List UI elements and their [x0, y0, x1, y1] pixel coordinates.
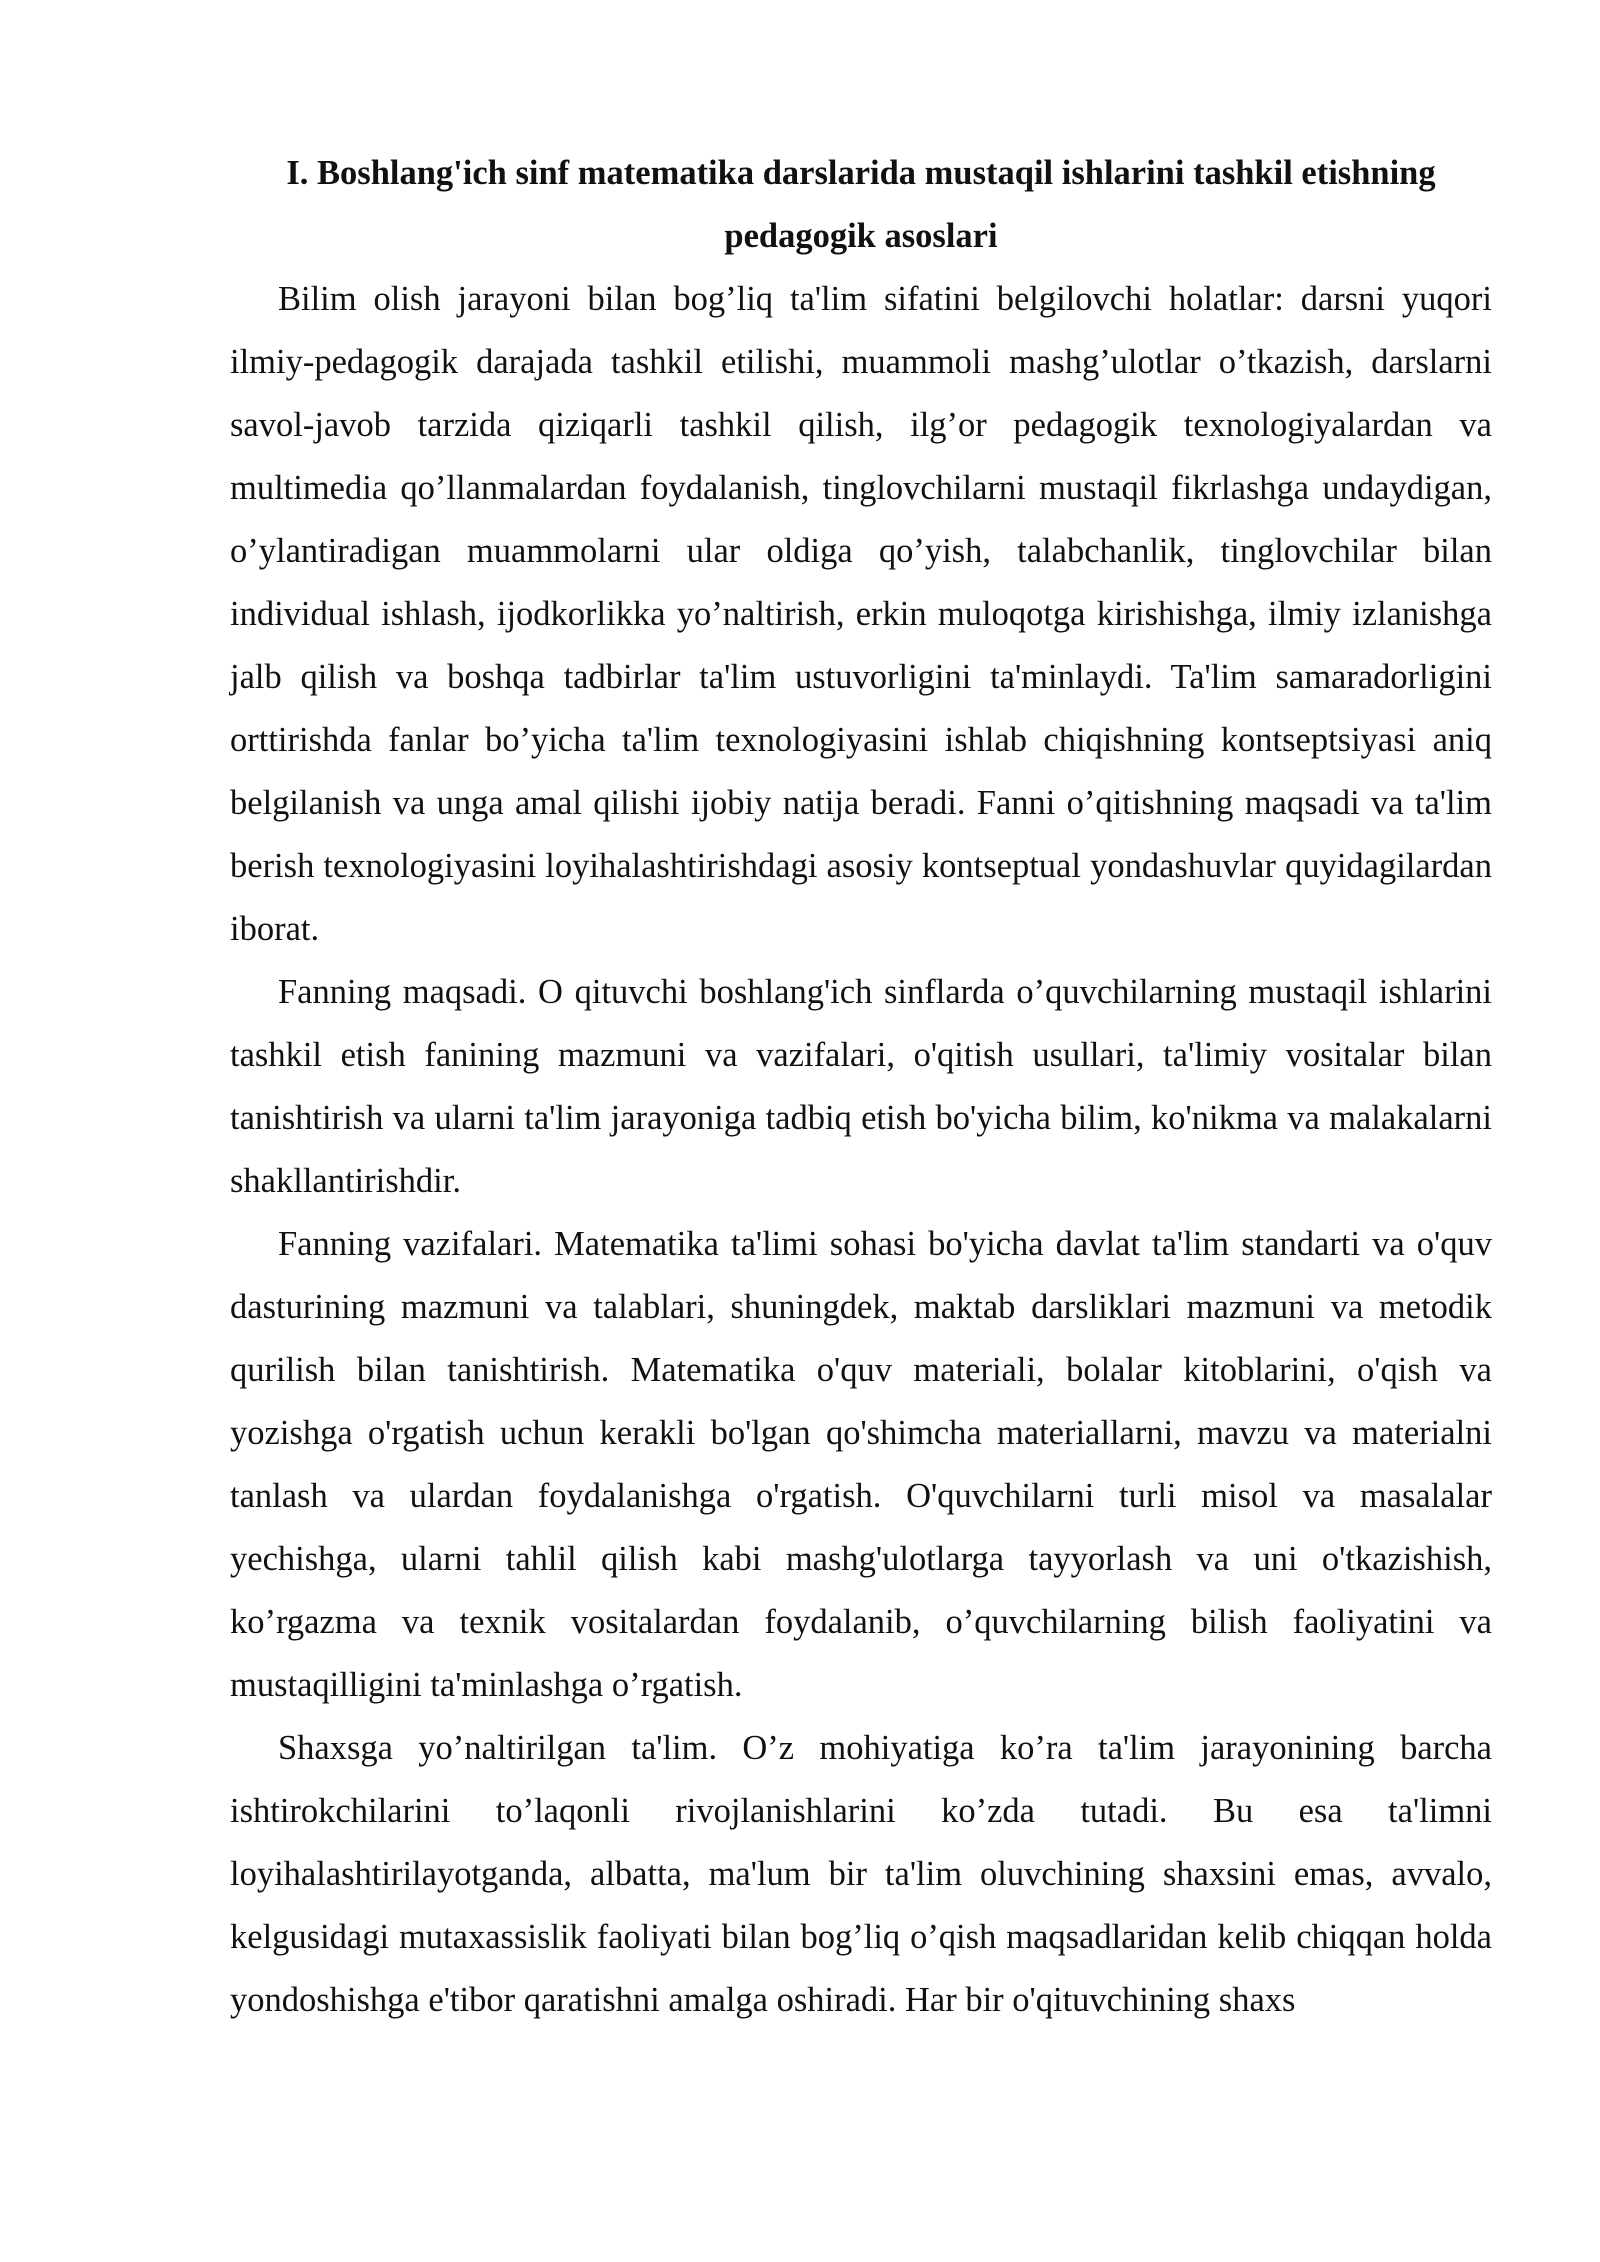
paragraph-subject-goal: Fanning maqsadi. O qituvchi boshlang'ich sinflarda o’quvchilarning mustaqil ishlarini tashkil etish fanining mazmuni va vazifalari, o'qitish usullari, ta'limiy vositalar bilan tanishtirish va ularni ta'lim jarayoniga tadbiq etish bo'yicha bilim, ko'nikma va malakalarni shakllantirishdir. [230, 973, 1492, 1200]
paragraph-personal-education: Shaxsga yo’naltirilgan ta'lim. O’z mohiyatiga ko’ra ta'lim jarayonining barcha ishtirokchilarini to’laqonli rivojlanishlarini ko’zda tutadi. Bu esa ta'limni loyihalashtirilayotganda, albatta, ma'lum bir ta'lim oluvchining shaxsini emas, avvalo, kelgusidagi mutaxassislik faoliyati bilan bog’liq o’qish maqsadlaridan kelib chiqqan holda yondoshishga e'tibor qaratishni amalga oshiradi. Har bir o'qituvchining shaxs [230, 1729, 1492, 2019]
paragraph-subject-tasks: Fanning vazifalari. Matematika ta'limi sohasi bo'yicha davlat ta'lim standarti va o'quv dasturining mazmuni va talablari, shuningdek, maktab darsliklari mazmuni va metodik qurilish bilan tanishtirish. Matematika o'quv materiali, bolalar kitoblarini, o'qish va yozishga o'rgatish uchun kerakli bo'lgan qo'shimcha materiallarni, mavzu va materialni tanlash va ulardan foydalanishga o'rgatish. O'quvchilarni turli misol va masalalar yechishga, ularni tahlil qilish kabi mashg'ulotlarga tayyorlash va uni o'tkazishish, ko’rgazma va texnik vositalardan foydalanib, o’quvchilarning bilish faoliyatini va mustaqilligini ta'minlashga o’rgatish. [230, 1225, 1492, 1704]
document-page [230, 142, 1492, 2032]
paragraph-learning-process: Bilim olish jarayoni bilan bog’liq ta'lim sifatini belgilovchi holatlar: darsni yuqori ilmiy-pedagogik darajada tashkil etilishi, muammoli mashg’ulotlar o’tkazish, darslarni savol-javob tarzida qiziqarli tashkil qilish, ilg’or pedagogik texnologiyalardan va multimedia qo’llanmalardan foydalanish, tinglovchilarni mustaqil fikrlashga undaydigan, o’ylantiradigan muammolarni ular oldiga qo’yish, talabchanlik, tinglovchilar bilan individual ishlash, ijodkorlikka yo’naltirish, erkin muloqotga kirishishga, ilmiy izlanishga jalb qilish va boshqa tadbirlar ta'lim ustuvorligini ta'minlaydi. Ta'lim samaradorligini orttirishda fanlar bo’yicha ta'lim texnologiyasini ishlab chiqishning kontseptsiyasi aniq belgilanish va unga amal qilishi ijobiy natija beradi. Fanni o’qitishning maqsadi va ta'lim berish texnologiyasini loyihalashtirishdagi asosiy kontseptual yondashuvlar quyidagilardan iborat. [230, 280, 1492, 948]
section-title-line-2: pedagogik asoslari [724, 217, 998, 255]
section-title [230, 142, 1492, 268]
section-title-line-1: I. Boshlang'ich sinf matematika darslarida mustaqil ishlarini tashkil etishning [286, 154, 1436, 192]
